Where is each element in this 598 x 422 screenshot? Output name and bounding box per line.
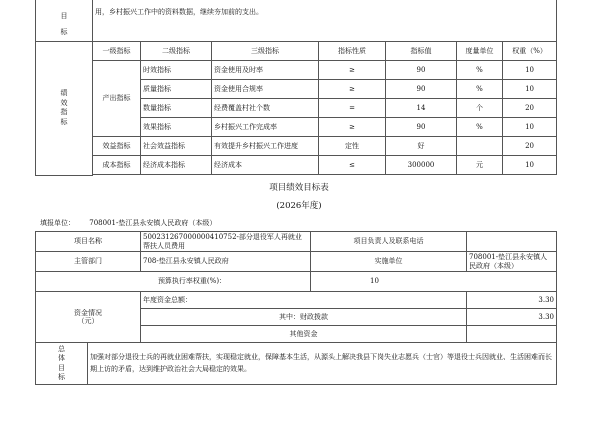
overall-goal-text: 加强对部分退役士兵的再就业困难帮扶，实现稳定就业，保障基本生活，从源头上解决我县下岗失业志愿兵（士官）等退役士兵因就业、生活困难而长期上访的矛盾，达到维护政治社会大局稳定的效果。 <box>88 343 557 385</box>
unit-cell: 元 <box>457 156 503 175</box>
dept-label: 主管部门 <box>36 252 141 272</box>
impl-label: 实施单位 <box>311 252 467 272</box>
level2-cell: 效果指标 <box>141 118 212 137</box>
header-level1: 一级指标 <box>93 42 141 61</box>
fiscal-label: 其中：财政拨款 <box>141 309 467 326</box>
nature-cell: ≥ <box>319 118 386 137</box>
header-weight: 权重（%） <box>503 42 557 61</box>
nature-cell: = <box>319 99 386 118</box>
section-label-char: 指 <box>60 108 68 117</box>
project-form-table <box>35 231 557 385</box>
unit-cell: % <box>457 118 503 137</box>
weight-cell: 10 <box>503 61 557 80</box>
level2-cell: 时效指标 <box>141 61 212 80</box>
table-row <box>36 61 557 80</box>
overall-goal-char: 目 <box>58 363 65 372</box>
annual-total-row <box>36 292 557 309</box>
fill-unit-label: 填报单位： <box>40 219 75 227</box>
level2-cell: 质量指标 <box>141 80 212 99</box>
budget-weight-value: 10 <box>311 272 557 292</box>
goal-label-char: 标 <box>60 27 68 36</box>
unit-cell: % <box>457 61 503 80</box>
table-header-row <box>36 42 557 61</box>
value-cell: 300000 <box>386 156 457 175</box>
overall-goal-char: 标 <box>58 372 65 381</box>
project-name-label: 项目名称 <box>36 232 141 252</box>
form-year: (2026年度) <box>276 201 322 211</box>
budget-weight-label: 预算执行率权重(%)： <box>36 272 311 292</box>
level2-cell: 数量指标 <box>141 99 212 118</box>
unit-cell: % <box>457 80 503 99</box>
header-nature: 指标性质 <box>319 42 386 61</box>
level3-cell: 有效提升乡村振兴工作进度 <box>212 137 319 156</box>
project-lead-label: 项目负责人及联系电话 <box>311 232 467 252</box>
section-label-cell <box>36 42 93 176</box>
other-funds-value <box>467 326 557 343</box>
value-cell: 90 <box>386 80 457 99</box>
annual-total-label: 年度资金总额： <box>141 292 467 309</box>
value-cell: 好 <box>386 137 457 156</box>
unit-cell <box>457 137 503 156</box>
level1-cell: 产出指标 <box>93 61 141 137</box>
performance-indicator-table <box>35 0 557 176</box>
project-name-value: 50023126700000041075​2-部分退役军人再就业帮扶人员费用 <box>141 232 311 252</box>
table-row <box>36 137 557 156</box>
funds-unit: （元） <box>77 317 99 325</box>
project-lead-value <box>467 232 557 252</box>
overall-goal-row <box>36 343 557 385</box>
value-cell: 14 <box>386 99 457 118</box>
header-value: 指标值 <box>386 42 457 61</box>
goal-text-cell <box>93 0 557 42</box>
project-name-row <box>36 232 557 252</box>
weight-cell: 10 <box>503 118 557 137</box>
header-level3: 三级指标 <box>212 42 319 61</box>
impl-value: 708001-垫江县永安镇人民政府（本级） <box>467 252 557 272</box>
fill-unit-value: 708001-垫江县永安镇人民政府（本级） <box>89 219 217 227</box>
nature-cell: ≥ <box>319 61 386 80</box>
funds-label: 资金情况 <box>74 308 102 317</box>
nature-cell: ≥ <box>319 80 386 99</box>
level3-cell: 资金使用及时率 <box>212 61 319 80</box>
nature-cell: ≤ <box>319 156 386 175</box>
weight-cell: 10 <box>503 80 557 99</box>
funds-label-cell <box>36 292 141 343</box>
level3-cell: 乡村振兴工作完成率 <box>212 118 319 137</box>
level2-cell: 社会效益指标 <box>141 137 212 156</box>
level2-cell: 经济成本指标 <box>141 156 212 175</box>
level1-cell: 效益指标 <box>93 137 141 156</box>
header-unit: 度量单位 <box>457 42 503 61</box>
value-cell: 90 <box>386 118 457 137</box>
dept-value: 708-垫江县永安镇人民政府 <box>141 252 311 272</box>
goal-label-char: 目 <box>60 12 68 21</box>
level3-cell: 经济成本 <box>212 156 319 175</box>
weight-cell: 20 <box>503 99 557 118</box>
dept-row <box>36 252 557 272</box>
section-label-char: 效 <box>60 98 68 107</box>
other-funds-label: 其他资金 <box>141 326 467 343</box>
unit-cell: 个 <box>457 99 503 118</box>
goal-label-cell <box>36 0 93 42</box>
level1-cell: 成本指标 <box>93 156 141 175</box>
nature-cell: 定性 <box>319 137 386 156</box>
overall-goal-char: 总 <box>58 344 65 353</box>
section-label-char: 标 <box>60 117 68 126</box>
value-cell: 90 <box>386 61 457 80</box>
header-level2: 二级指标 <box>141 42 212 61</box>
weight-cell: 20 <box>503 137 557 156</box>
table-row <box>36 156 557 175</box>
overall-goal-char: 体 <box>58 354 65 363</box>
section-label-char: 绩 <box>60 89 68 98</box>
level3-cell: 资金使用合规率 <box>212 80 319 99</box>
form-title: 项目绩效目标表 <box>269 183 329 193</box>
overall-goal-label-cell <box>36 343 88 385</box>
weight-cell: 10 <box>503 156 557 175</box>
level3-cell: 经费覆盖村社个数 <box>212 99 319 118</box>
fill-unit <box>40 218 216 228</box>
goal-text: 用，乡村振兴工作中的资料数据，继续夯加前的支出。 <box>95 8 263 16</box>
annual-total-value: 3.30 <box>467 292 557 309</box>
budget-weight-row <box>36 272 557 292</box>
fiscal-value: 3.30 <box>467 309 557 326</box>
